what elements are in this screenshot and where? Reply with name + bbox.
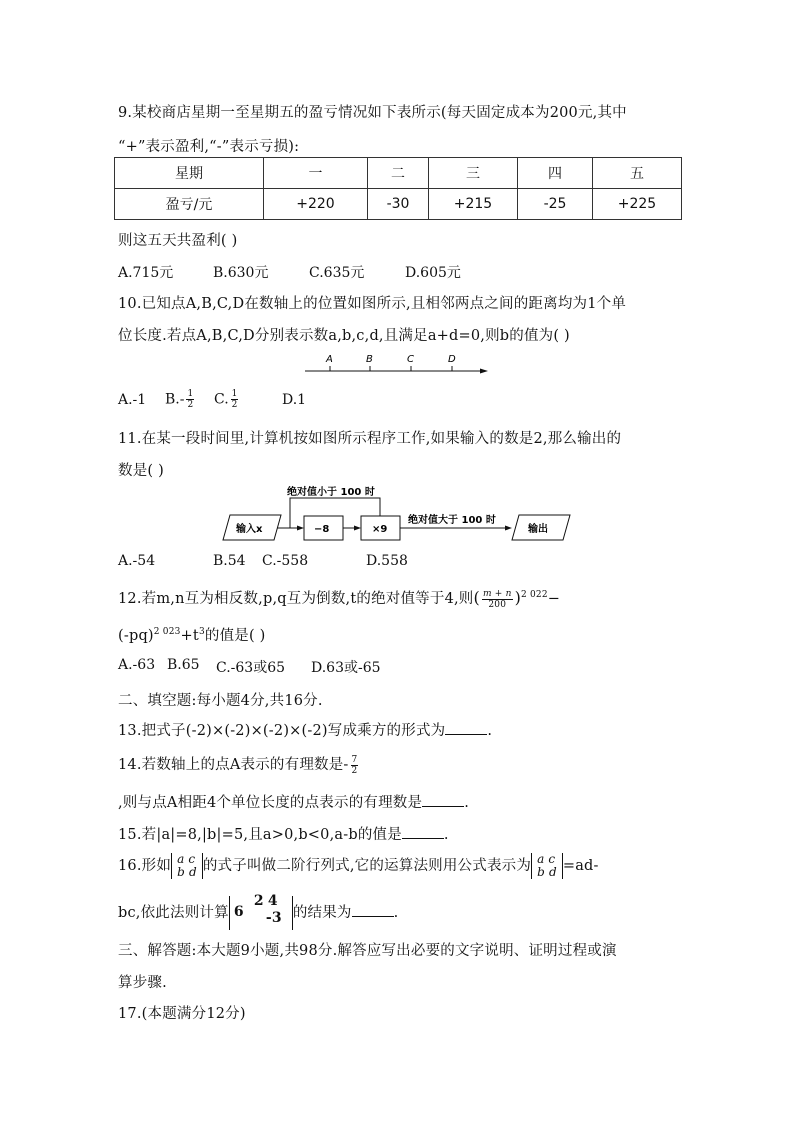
q11-line1: 11.在某一段时间里,计算机按如图所示程序工作,如果输入的数是2,那么输出的: [118, 431, 622, 447]
point-label-a: A: [326, 354, 333, 365]
output-label: 输出: [528, 524, 548, 535]
q10-option-b-prefix: B.-: [165, 391, 185, 408]
q12-option-d: D.63或-65: [311, 660, 381, 676]
answer-blank: [422, 794, 464, 807]
q11-option-a: A.-54: [118, 553, 156, 569]
table-header-cell: 盈亏/元: [115, 189, 264, 220]
q12-option-b: B.65: [167, 657, 200, 673]
times-9-label: ×9: [372, 524, 388, 535]
answer-blank: [402, 826, 444, 839]
q16-line2: [118, 893, 399, 930]
fraction: [351, 755, 359, 776]
fraction-den: 2: [351, 765, 358, 776]
table-cell: +215: [429, 189, 518, 220]
q12-line2-mid: +t: [180, 628, 199, 644]
det-entry: a: [177, 852, 185, 866]
section-2-heading: 二、填空题:每小题4分,共16分.: [118, 693, 323, 709]
q12-option-c: C.-63或65: [216, 660, 286, 676]
section-3-heading-cont: 算步骤.: [118, 975, 167, 991]
arrow-head-icon: [354, 526, 361, 531]
section-3-heading: 三、解答题:本大题9小题,共98分.解答应写出必要的文字说明、证明过程或演: [118, 943, 617, 959]
fraction-den: 2: [187, 400, 194, 410]
q15: [118, 823, 449, 844]
table-cell: -25: [518, 189, 593, 220]
q16-line2-prefix: bc,依此法则计算: [118, 905, 229, 921]
fraction-num: 1: [187, 389, 194, 399]
det-entry: c: [188, 852, 196, 866]
loop-label: 绝对值小于 100 时: [287, 487, 375, 498]
q10-option-a: A.-1: [118, 392, 147, 408]
q9-option-d: D.605元: [405, 265, 461, 281]
q9-option-c: C.635元: [309, 265, 365, 281]
det-entry: 6: [233, 904, 244, 920]
determinant: [171, 853, 203, 879]
q15-text: 15.若|a|=8,|b|=5,且a>0,b<0,a-b的值是: [118, 827, 402, 843]
answer-blank: [352, 904, 394, 917]
table-cell: 二: [368, 158, 429, 189]
program-flowchart: [220, 481, 575, 547]
q12-line1: 12.若m,n互为相反数,p,q互为倒数,t的绝对值等于4,则( $\frac{m + n}{200}$ )$^{2 022}$−: [118, 588, 561, 610]
q13: [118, 719, 492, 740]
table-cell: 四: [518, 158, 593, 189]
profit-loss-table: [114, 157, 682, 220]
q9-line1: 9.某校商店星期一至星期五的盈亏情况如下表所示(每天固定成本为200元,其中: [118, 105, 627, 121]
q14-line1: [118, 753, 360, 776]
point-label-c: C: [407, 354, 414, 365]
q9-line2: “+”表示盈利,“-”表示亏损):: [118, 139, 300, 155]
number-line-figure: [300, 350, 495, 380]
q10-line1: 10.已知点A,B,C,D在数轴上的位置如图所示,且相邻两点之间的距离均为1个单: [118, 296, 627, 312]
exponent: 3: [198, 627, 205, 638]
arrow-head-icon: [297, 526, 304, 531]
q9-option-a: A.715元: [118, 265, 174, 281]
fraction: [482, 589, 513, 610]
table-cell: -30: [368, 189, 429, 220]
period: .: [464, 795, 470, 811]
q16-line1: [118, 853, 599, 879]
period: .: [487, 723, 493, 739]
det-entry: b: [177, 865, 185, 879]
q13-text: 13.把式子(-2)×(-2)×(-2)×(-2)写成乘方的形式为: [118, 723, 446, 739]
fraction: [186, 389, 194, 410]
table-row: [115, 189, 682, 220]
q16-mid: 的式子叫做二阶行列式,它的运算法则用公式表示为: [202, 858, 532, 874]
table-cell: +220: [264, 189, 368, 220]
q12-line2: [118, 624, 266, 645]
point-label-b: B: [366, 354, 373, 365]
q10-option-c: [214, 389, 240, 410]
det-entry: b: [537, 865, 545, 879]
exit-label: 绝对值大于 100 时: [408, 515, 496, 526]
table-cell: 一: [264, 158, 368, 189]
exponent: 2 022: [521, 590, 548, 601]
table-header-cell: 星期: [115, 158, 264, 189]
fraction-num: 1: [231, 389, 238, 399]
answer-blank: [445, 722, 487, 735]
fraction-den: 200: [488, 599, 507, 610]
q17-heading: 17.(本题满分12分): [118, 1006, 246, 1022]
det-entry: 2: [253, 893, 264, 909]
q16-prefix: 16.形如: [118, 858, 172, 874]
q9-option-b: B.630元: [213, 265, 269, 281]
exponent: 2 023: [153, 627, 181, 638]
q12-option-a: A.-63: [118, 657, 156, 673]
table-cell: 五: [593, 158, 682, 189]
period: .: [393, 905, 399, 921]
minus-8-label: −8: [314, 524, 330, 535]
q14-line2-text: ,则与点A相距4个单位长度的点表示的有理数是: [118, 795, 423, 811]
table-cell: 三: [429, 158, 518, 189]
point-label-d: D: [448, 354, 456, 365]
q16-suffix: =ad-: [562, 858, 599, 874]
arrow-head-icon: [480, 369, 488, 374]
det-entry: d: [188, 865, 197, 879]
q12-line2-base: (-pq): [118, 628, 154, 644]
det-entry: 4: [267, 893, 278, 909]
q11-option-d: D.558: [366, 553, 408, 569]
fraction-num: 7: [351, 754, 358, 765]
table-cell: +225: [593, 189, 682, 220]
fraction: [231, 389, 239, 410]
fraction-num: m + n: [482, 588, 512, 599]
q11-line2: 数是( ): [118, 463, 164, 479]
period: .: [443, 827, 449, 843]
arrow-head-icon: [505, 526, 512, 531]
det-entry: a: [537, 852, 545, 866]
q16-line2-suffix: 的结果为: [292, 905, 352, 921]
det-entry: -3: [265, 910, 282, 926]
det-entry: c: [548, 852, 556, 866]
q11-option-b: B.54: [213, 553, 246, 569]
determinant: [531, 853, 563, 879]
table-row: [115, 158, 682, 189]
q10-option-d: D.1: [282, 392, 307, 408]
det-entry: d: [548, 865, 557, 879]
q11-option-c: C.-558: [262, 553, 309, 569]
q12-line2-suffix: 的值是( ): [204, 628, 266, 644]
q14-text: 14.若数轴上的点A表示的有理数是-: [118, 757, 349, 773]
q14-line2: [118, 791, 469, 812]
fraction-den: 2: [231, 400, 238, 410]
q10-option-b: [165, 389, 196, 410]
q12-line1-text: 12.若m,n互为相反数,p,q互为倒数,t的绝对值等于4,则: [118, 591, 474, 607]
q10-option-c-prefix: C.: [214, 391, 229, 408]
q10-line2: 位长度.若点A,B,C,D分别表示数a,b,c,d,且满足a+d=0,则b的值为( ): [118, 328, 570, 344]
input-label: 输入x: [236, 524, 263, 535]
determinant: [229, 893, 293, 930]
q9-question: 则这五天共盈利( ): [118, 233, 238, 249]
